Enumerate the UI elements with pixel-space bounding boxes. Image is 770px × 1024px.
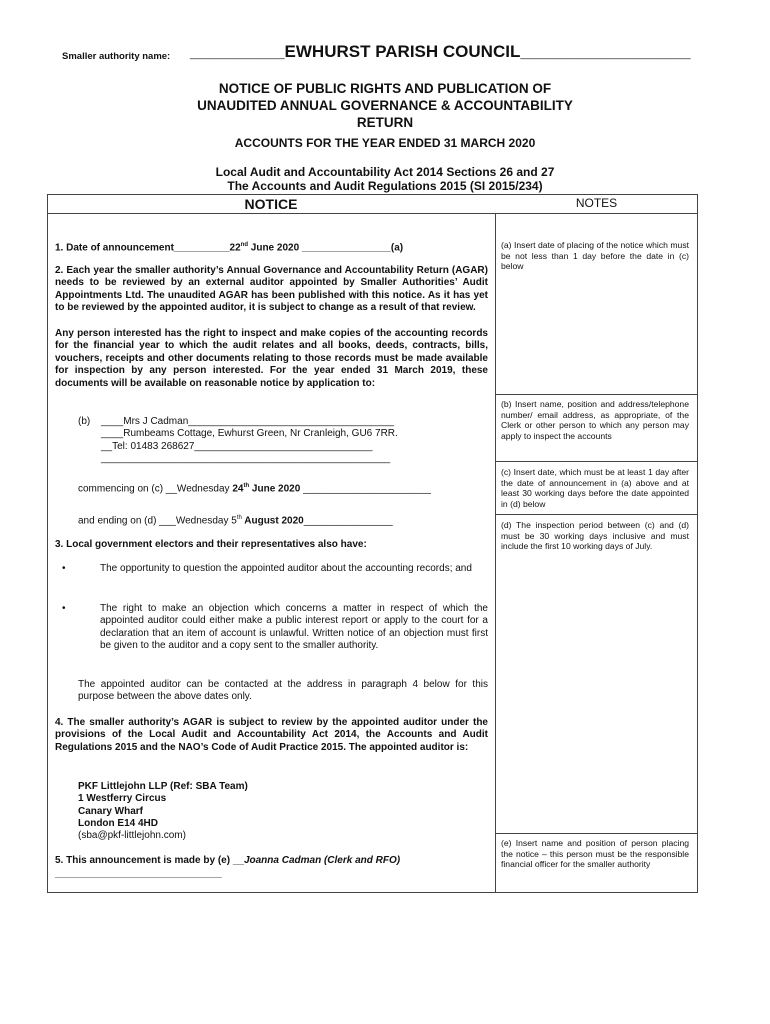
contact-address: ____Rumbeams Cottage, Ewhurst Green, Nr Cranleigh, GU6 7RR. xyxy=(101,428,398,440)
column-divider xyxy=(495,214,496,893)
authority-name: __________EWHURST PARISH COUNCIL__________________ xyxy=(190,42,691,61)
ending-prefix: and ending on (d) ___Wednesday 5 xyxy=(78,515,237,527)
contact-b-label: (b) xyxy=(78,416,91,427)
notes-rule-b xyxy=(495,461,698,462)
regulations-reference: The Accounts and Audit Regulations 2015 (SI 2015/234) xyxy=(227,179,543,193)
auditor-postcode: London E14 4HD xyxy=(78,818,159,830)
commencing-month: June 2020 xyxy=(249,483,301,495)
ending-date xyxy=(78,512,393,528)
auditor-area: Canary Wharf xyxy=(78,805,144,817)
commencing-suffix: th xyxy=(243,483,250,489)
authority-name-label: Smaller authority name: xyxy=(62,51,171,62)
contact-blank-line: ____________________________________________________ xyxy=(101,453,391,465)
auditor-name: PKF Littlejohn LLP (Ref: SBA Team) xyxy=(78,781,248,792)
paragraph-2-inspection: Any person interested has the right to inspect and make copies of the accounting records for the financial year to which the audit relates and all books, deeds, contracts, bills, vouchers, receipts and other documents relating to those records must be made available for inspection by any person interested. For the year ended 31 March 2019, these documents will be available on reasonable notice by application to: xyxy=(55,328,488,389)
document-title xyxy=(0,80,770,131)
announcer-name: Joanna Cadman (Clerk and RFO) xyxy=(243,855,401,866)
announcement-date-suffix: nd xyxy=(240,242,248,248)
right-to-question: The opportunity to question the appointed auditor about the accounting records; and xyxy=(100,563,472,574)
auditor-email-link[interactable] xyxy=(78,830,186,842)
contact-name: ____Mrs J Cadman_____________________________________ xyxy=(101,416,395,427)
notes-column-header: NOTES xyxy=(575,196,618,210)
auditor-email[interactable]: (sba@pkf-littlejohn.com) xyxy=(78,830,186,841)
legislation-heading xyxy=(0,165,770,193)
title-line-1: NOTICE OF PUBLIC RIGHTS AND PUBLICATION OF xyxy=(218,81,552,96)
commencing-blank: _______________________ xyxy=(300,483,431,495)
note-a: (a) Insert date of placing of the notice which must be not less than 1 day before the date in (c) below xyxy=(501,240,689,272)
notes-rule-d xyxy=(495,833,698,834)
auditor-contact-note: The appointed auditor can be contacted at the address in paragraph 4 below for this purpose between the above dates only. xyxy=(78,679,488,703)
ending-blank: ________________ xyxy=(303,515,393,527)
notice-column-header: NOTICE xyxy=(244,196,298,212)
announcement-date-tail: June 2020 ________________(a) xyxy=(248,242,404,254)
note-e: (e) Insert name and position of person placing the notice – this person must be the responsible financial officer for the smaller authority xyxy=(501,838,689,870)
auditor-street: 1 Westferry Circus xyxy=(78,793,167,805)
bullet-icon: • xyxy=(62,603,66,614)
title-line-3: RETURN xyxy=(356,115,414,130)
paragraph-3: 3. Local government electors and their representatives also have: xyxy=(55,539,367,550)
announcer-prefix: 5. This announcement is made by (e) __ xyxy=(55,855,244,866)
announcement-date xyxy=(55,239,488,255)
paragraph-4: 4. The smaller authority’s AGAR is subject to review by the appointed auditor under the provisions of the Local Audit and Accountability Act 2014, the Accounts and Audit Regulations 2015 and the NAO’s Code of Audit Practice 2015. The appointed auditor is: xyxy=(55,717,488,753)
note-d: (d) The inspection period between (c) and (d) must be 30 working days inclusive and must include the first 10 working days of July. xyxy=(501,520,689,552)
contact-details xyxy=(101,416,489,466)
auditor-address xyxy=(78,781,248,831)
note-c: (c) Insert date, which must be at least 1 day after the date of announcement in (a) above and at least 30 working days before the date appointed in (d) below xyxy=(501,467,689,509)
paragraph-5 xyxy=(55,855,400,867)
announcement-date-text: 1. Date of announcement__________22 xyxy=(55,242,241,254)
notes-rule-c xyxy=(495,514,698,515)
right-to-object: The right to make an objection which concerns a matter in respect of which the appointed auditor could either make a public interest report or apply to the court for a declaration that an item of account is unlawful. Written notice of an objection must first be given to the auditor and a copy sent to the smaller authority. xyxy=(100,603,488,652)
note-b: (b) Insert name, position and address/telephone number/ email address, as appropriate, of the Clerk or other person to which any person may apply to inspect the accounts xyxy=(501,399,689,441)
accounts-year-heading: ACCOUNTS FOR THE YEAR ENDED 31 MARCH 2020 xyxy=(234,136,536,150)
announcer-line: ______________________________ xyxy=(55,868,222,879)
commencing-prefix: commencing on (c) __Wednesday xyxy=(78,483,233,495)
ending-suffix: th xyxy=(236,515,242,521)
paragraph-2: 2. Each year the smaller authority’s Annual Governance and Accountability Return (AGAR) needs to be reviewed by an external auditor appointed by Smaller Authorities’ Audit Appointments Ltd. The unaudited AGAR has been published with this notice. As it has yet to be reviewed by the appointed auditor, it is subject to change as a result of that review. xyxy=(55,265,488,314)
commencing-date xyxy=(78,480,431,496)
act-reference: Local Audit and Accountability Act 2014 Sections 26 and 27 xyxy=(215,165,555,179)
notes-rule-a xyxy=(495,394,698,395)
contact-phone: __Tel: 01483 268627________________________________ xyxy=(101,440,373,452)
commencing-day: 24 xyxy=(232,483,244,495)
table-header-rule xyxy=(47,213,698,214)
bullet-icon: • xyxy=(62,563,66,574)
ending-month: August 2020 xyxy=(241,515,304,527)
title-line-2: UNAUDITED ANNUAL GOVERNANCE & ACCOUNTABILITY xyxy=(197,98,573,113)
